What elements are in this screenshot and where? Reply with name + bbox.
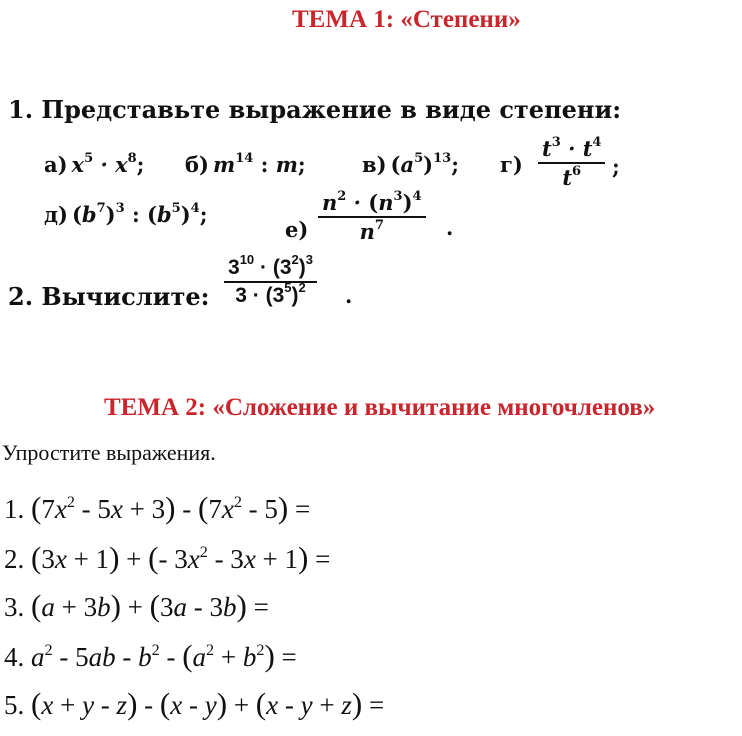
task2-period: . — [345, 283, 353, 308]
task1-item-f-label: е) — [285, 217, 309, 242]
poly-item-1 — [4, 490, 310, 526]
task1-item-f-period: . — [446, 215, 454, 240]
task1-item-c-label: в) — [362, 152, 387, 177]
task2-header — [8, 282, 209, 311]
topic2-heading: ТЕМА 2: «Сложение и вычитание многочленов» — [104, 394, 656, 421]
fraction-bar — [318, 216, 426, 218]
poly-item-2-number: 2. — [4, 544, 25, 574]
poly-item-3-expr: (a + 3b) + (3a - 3b) = — [31, 588, 269, 623]
poly-item-4-expr: $a^2 - 5ab - b^2 - (a^2 + b^2)$ = — [31, 638, 297, 673]
task1-item-d-label: г) — [500, 152, 523, 177]
task1-item-b-expr: $m^{14}$ : m; — [212, 151, 306, 177]
task1-item-a — [44, 152, 144, 177]
task2-number: 2. — [8, 282, 34, 311]
task1-item-f-fraction: $n^2 \cdot (n^3)^4$ $n^7$ — [318, 190, 426, 244]
poly-item-5-expr: (x + y - z) - (x - y) + (x - y + z) = — [31, 686, 385, 721]
poly-item-5-number: 5. — [4, 690, 25, 720]
task1-text: Представьте выражение в виде степени: — [41, 95, 622, 124]
task2-text: Вычислите: — [41, 282, 210, 311]
poly-item-2 — [4, 540, 330, 576]
task1-item-e-label: д) — [44, 202, 68, 227]
task1-item-c — [362, 152, 459, 177]
task2-fraction: $3^{10} \cdot (3^2)^3$ $3 \cdot (3^5)^2$ — [224, 256, 317, 308]
poly-item-2-expr: (3x + 1) + (- $3x^2 - 3x + 1$) = — [31, 540, 331, 575]
poly-item-4-number: 4. — [4, 642, 25, 672]
task1-item-d-semicolon: ; — [612, 154, 620, 179]
topic2-instruction: Упростите выражения. — [2, 440, 216, 465]
task1-item-b — [185, 152, 306, 177]
task1-item-e-expr: $(b^7)^3$ : $(b^5)^4$; — [71, 201, 208, 227]
poly-item-3-number: 3. — [4, 592, 25, 622]
poly-item-5 — [4, 686, 384, 722]
poly-item-3 — [4, 588, 269, 624]
task1-item-c-expr: $(a^5)^{13}$; — [390, 151, 459, 177]
poly-item-4 — [4, 638, 297, 674]
topic1-heading: ТЕМА 1: «Степени» — [292, 6, 521, 33]
poly-item-1-number: 1. — [4, 494, 25, 524]
task1-item-a-expr: $x^5 \cdot x^8$; — [71, 151, 145, 177]
task1-header — [8, 95, 621, 124]
task1-number: 1. — [8, 95, 34, 124]
poly-item-1-expr: $(7x^2 - 5x + 3) - (7x^2 - 5)$ = — [31, 490, 311, 525]
task1-item-a-label: а) — [44, 152, 68, 177]
task1-item-b-label: б) — [185, 152, 209, 177]
task1-item-e — [44, 202, 207, 227]
task1-item-d-fraction: $t^3 \cdot t^4$ $t^6$ — [538, 136, 605, 190]
